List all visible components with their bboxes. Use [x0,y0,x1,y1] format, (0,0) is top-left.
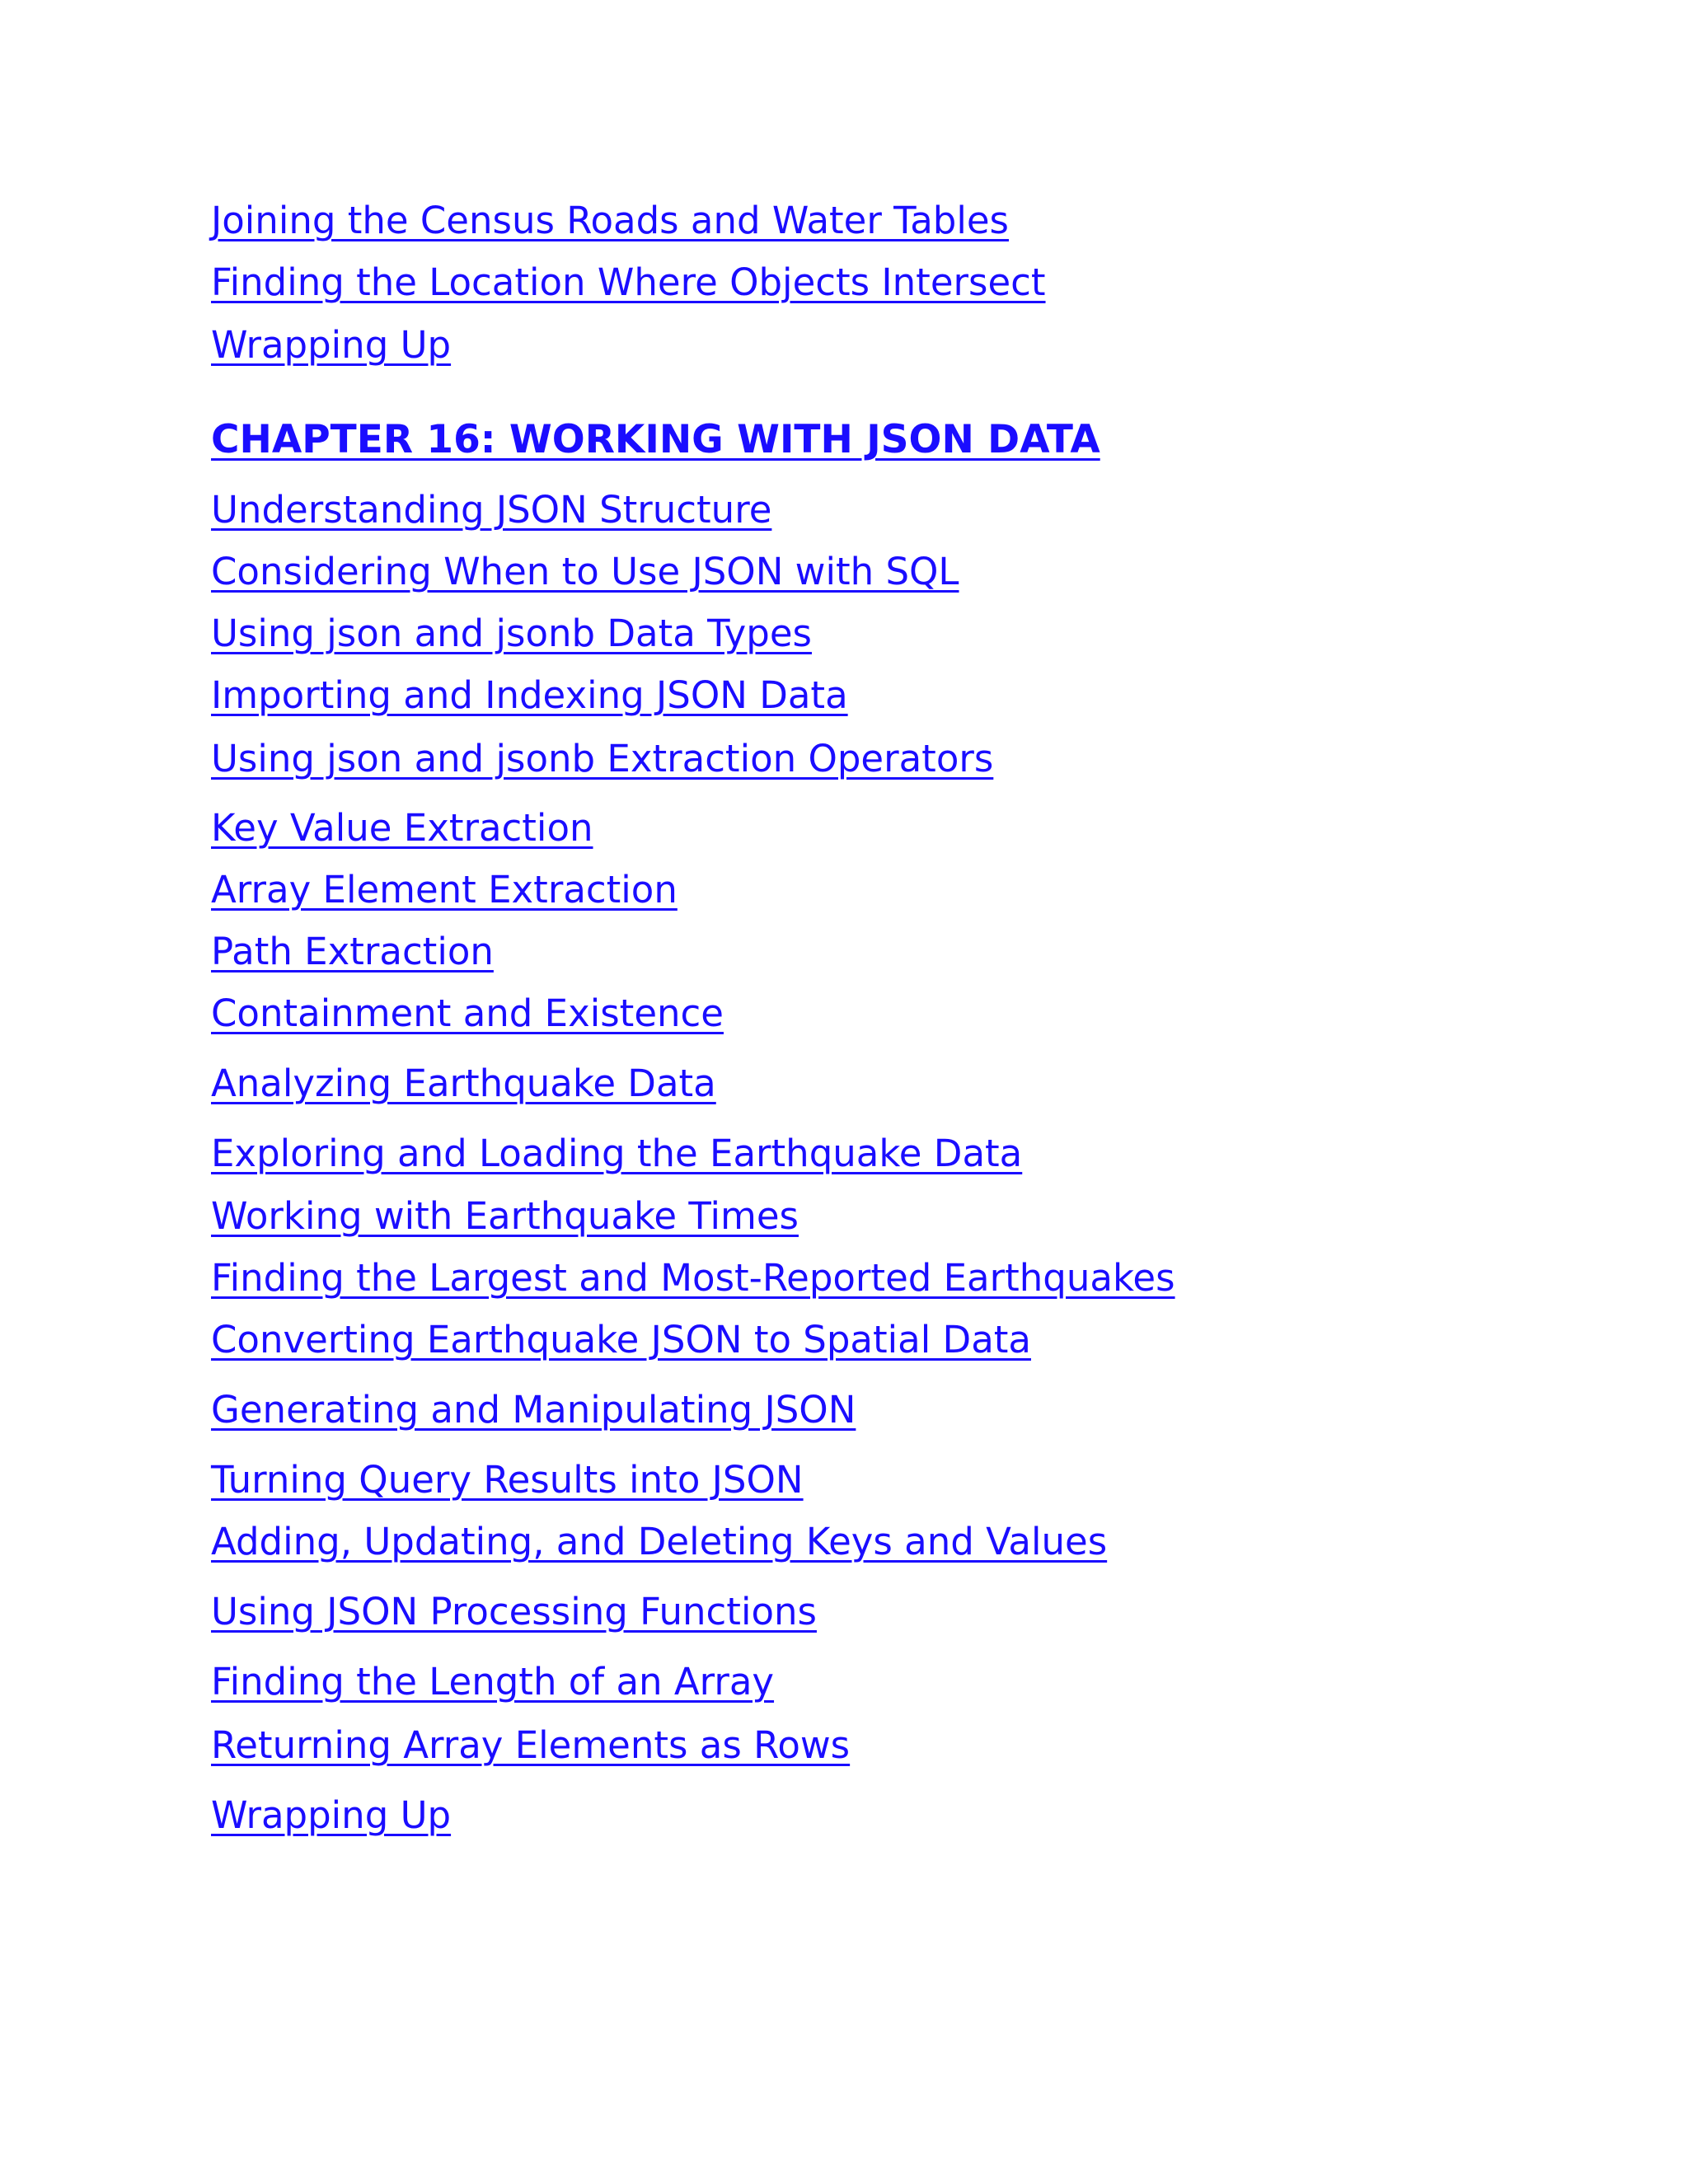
toc-link-understanding-json-structure[interactable]: Understanding JSON Structure [211,488,772,532]
toc-link-query-results-into-json[interactable]: Turning Query Results into JSON [211,1458,804,1502]
toc-link-array-elements-as-rows[interactable]: Returning Array Elements as Rows [211,1723,851,1767]
toc-link-key-value-extraction[interactable]: Key Value Extraction [211,806,593,850]
toc-link-extraction-operators[interactable]: Using json and jsonb Extraction Operators [211,737,994,780]
toc-link-analyzing-earthquake-data[interactable]: Analyzing Earthquake Data [211,1062,716,1105]
toc-link-length-of-array[interactable]: Finding the Length of an Array [211,1660,775,1704]
toc-link-wrapping-up-ch16[interactable]: Wrapping Up [211,1793,452,1837]
toc-link-importing-indexing-json[interactable]: Importing and Indexing JSON Data [211,673,848,717]
toc-link-using-json-jsonb-types[interactable]: Using json and jsonb Data Types [211,612,812,655]
toc-link-finding-location-objects-intersect[interactable]: Finding the Location Where Objects Intersect [211,260,1046,304]
toc-link-largest-most-reported[interactable]: Finding the Largest and Most-Reported Earthquakes [211,1256,1175,1300]
toc-link-adding-updating-deleting[interactable]: Adding, Updating, and Deleting Keys and Values [211,1520,1108,1563]
toc-link-path-extraction[interactable]: Path Extraction [211,930,494,973]
toc-link-exploring-loading-earthquake[interactable]: Exploring and Loading the Earthquake Data [211,1132,1023,1175]
toc-chapter-16-heading[interactable]: CHAPTER 16: WORKING WITH JSON DATA [211,417,1100,462]
toc-link-json-processing-functions[interactable]: Using JSON Processing Functions [211,1590,817,1633]
toc-link-wrapping-up-ch15[interactable]: Wrapping Up [211,323,452,367]
toc-link-generating-manipulating-json[interactable]: Generating and Manipulating JSON [211,1388,856,1432]
toc-link-earthquake-times[interactable]: Working with Earthquake Times [211,1194,799,1238]
toc-link-array-element-extraction[interactable]: Array Element Extraction [211,868,678,912]
toc-link-joining-census-roads-water[interactable]: Joining the Census Roads and Water Tables [211,199,1009,242]
toc-link-converting-to-spatial[interactable]: Converting Earthquake JSON to Spatial Data [211,1318,1031,1361]
toc-link-containment-existence[interactable]: Containment and Existence [211,991,724,1035]
toc-link-considering-json-with-sql[interactable]: Considering When to Use JSON with SQL [211,550,959,593]
